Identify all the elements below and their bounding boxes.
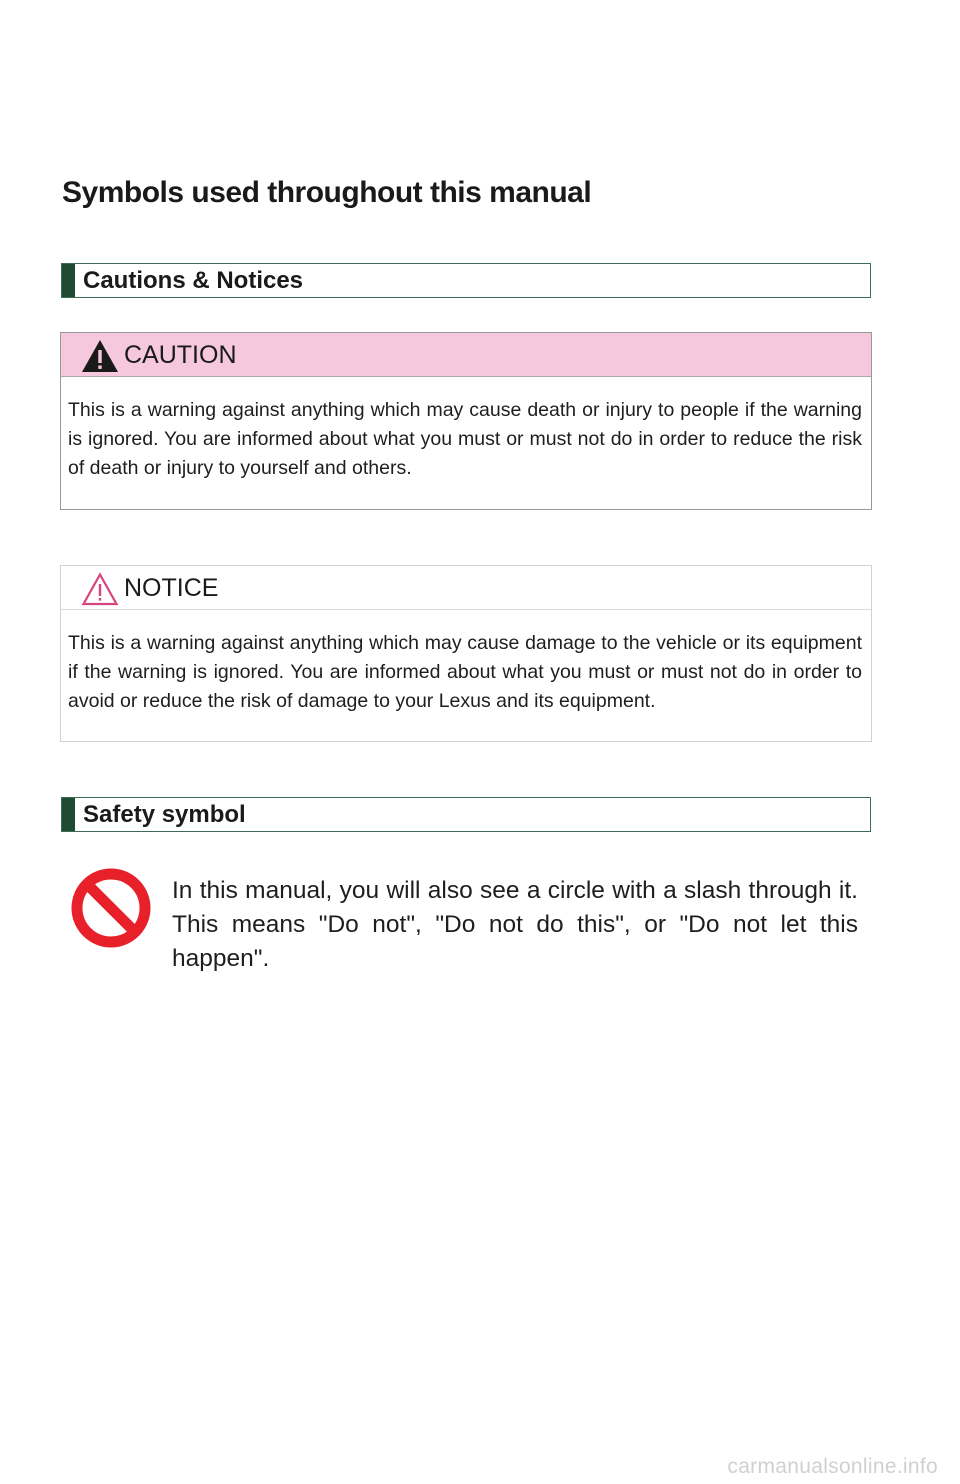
caution-label: CAUTION: [124, 341, 237, 369]
caution-box: [60, 332, 872, 510]
section-header-label: Safety symbol: [83, 801, 246, 828]
watermark: carmanualsonline.info: [727, 1455, 938, 1478]
notice-box-header: [61, 566, 871, 610]
warning-triangle-icon: [81, 339, 119, 373]
section-header-bar: [62, 264, 75, 297]
section-header-safety: [61, 797, 871, 832]
notice-box: [60, 565, 872, 742]
section-header-bar: [62, 798, 75, 831]
section-header-cautions: [61, 263, 871, 298]
prohibition-icon: [71, 868, 151, 948]
safety-symbol-text: In this manual, you will also see a circle with a slash through it. This means "Do not", "Do not do this", or "Do not let this happen".: [172, 877, 858, 972]
warning-triangle-outline-icon: [81, 572, 119, 606]
caution-text: This is a warning against anything which may cause death or injury to people if the warning is ignored. You are informed about what you must or must not do in order to reduce the risk of death or injury to yourself and others.: [68, 399, 862, 479]
page-title: Symbols used throughout this manual: [62, 176, 592, 209]
notice-label: NOTICE: [124, 574, 219, 602]
section-header-label: Cautions & Notices: [83, 267, 304, 294]
notice-text: This is a warning against anything which may cause damage to the vehicle or its equipment if the warning is ignored. You are informed about what you must or must not do in order to avoid or reduce the risk of damage to your Lexus and its equipment.: [68, 632, 862, 712]
caution-box-header: [61, 333, 871, 377]
